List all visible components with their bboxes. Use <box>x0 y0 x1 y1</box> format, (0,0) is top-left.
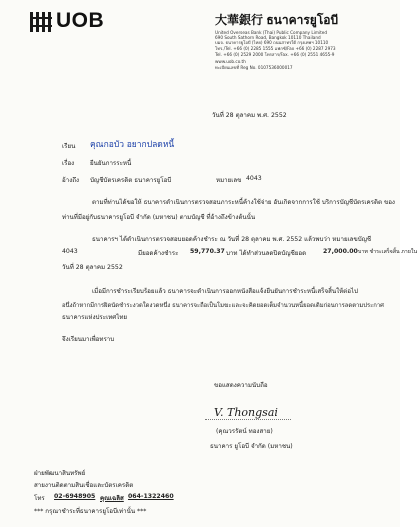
address-line: บมจ. ธนาคารยูโอบี (ไทย) 690 ถนนสาทรใต้ กรุงเทพฯ 10110 <box>215 40 329 45</box>
settlement-amount: 27,000.00 <box>323 248 358 255</box>
logo-text: UOB <box>56 9 105 32</box>
paragraph-3-line: อนึ่งถ้าหากมีการฝิดนัดชำระงวดใดงวดหนึ่ง ธนาคารจะถือเป็นโมฆะและจะคิดยอดเต็มจำนวนหนี้ยอดเดิมก่อนการลดตามประกาศ <box>62 303 384 309</box>
subject-label: เรื่อง <box>62 160 75 167</box>
address-line: www.uob.co.th <box>215 59 246 64</box>
address-line: ทะเบียนเลขที่ Reg No. 0107536000017 <box>215 65 293 70</box>
closing-notice: จึงเรียนมาเพื่อทราบ <box>62 336 115 343</box>
reference-label: อ้างถึง <box>62 177 79 184</box>
account-number: 4043 <box>62 248 78 255</box>
paragraph-2-line: วันที่ 28 ตุลาคม 2552 <box>62 264 123 271</box>
paragraph-2-line: ธนาคารฯ ได้ดำเนินการตรวจสอบยอดค้างชำระ ณ วันที่ 28 ตุลาคม พ.ศ. 2552 แล้วพบว่า หมายเลขบัญชี <box>92 236 372 243</box>
subject-value: ยืนยันการระหนี้ <box>90 160 132 167</box>
address-line: United Overseas Bank (Thai) Public Company Limited <box>215 30 327 35</box>
to-value: คุณกอบัว อยากปลดหนี้ <box>90 140 175 150</box>
signature-image <box>212 404 282 419</box>
amount-due: 59,770.37 <box>190 248 225 255</box>
signature-divider <box>205 419 291 420</box>
reference-number: 4043 <box>246 175 262 182</box>
footer-mobile: 064-1322460 <box>128 493 174 500</box>
signer-printed-name: (คุณวรรัตน์ ทองสาย) <box>216 428 273 435</box>
address-line: โทร./Tel. +66 (0) 2285 1555 แฟกซ์/Fax +66 (0) 2287 2973 <box>215 46 336 51</box>
signature-text: V. Thongsai <box>214 406 278 419</box>
address-line: 690 South Sathorn Road, Bangkok 10110 Thailand <box>215 35 321 40</box>
letter-date: วันที่ 28 ตุลาคม พ.ศ. 2552 <box>212 112 287 119</box>
paragraph-3-line: ธนาคารแห่งประเทศไทย <box>62 314 128 321</box>
paragraph-3-line: เมื่อมีการชำระเรียบร้อยแล้ว ธนาคารจะดำเนินการออกหนังสือแจ้งยืนยันการชำระหนี้เสร็จสิ้นให้ต่อไป <box>92 288 358 295</box>
footer-phone-label: โทร <box>34 495 45 502</box>
reference-value: บัญชีบัตรเครดิต ธนาคารยูโอบี <box>90 177 172 184</box>
to-label: เรียน <box>62 143 76 150</box>
settlement-label: บาท ได้ทำส่วนลดปิดบัญชียอด <box>226 250 307 257</box>
footer-mobile-label: คุณเฉลิส <box>100 495 124 502</box>
footer-note: *** กรุณาชำระที่ธนาคารยูโอบีเท่านั้น *** <box>34 508 147 515</box>
regards-text: ขอแสดงความนับถือ <box>214 382 268 389</box>
reference-number-label: หมายเลข <box>216 177 242 184</box>
paragraph-1-line: ตามที่ท่านได้ขอให้ ธนาคารดำเนินการตรวจสอบภาระหนี้ค้างใช้จ่าย อันเกิดจากการใช้ บริการบัญชีบัตรเครดิต ของ <box>92 199 395 206</box>
footer-phone: 02-6948905 <box>54 493 96 500</box>
footer-department: ฝ่ายพัฒนาสินทรัพย์ <box>34 470 86 477</box>
address-line: Tel. +66 (0) 2529 2000 โทรสาร/Fax. +66 (0) 2551 4655-9 <box>215 52 335 57</box>
paragraph-1-line: ท่านที่มีอยู่กับธนาคารยูโอบี จำกัด (มหาชน) ตามบัญชี ที่อ้างถึงข้างต้นนั้น <box>62 214 256 221</box>
amount-due-label: มียอดค้างชำระ <box>138 250 179 257</box>
signer-bank: ธนาคาร ยูโอบี จำกัด (มหาชน) <box>210 443 293 450</box>
uob-logo-icon <box>30 12 52 32</box>
settlement-suffix: บาท ชำระเสร็จสิ้น ภายใน <box>358 249 417 255</box>
bank-name: 大華銀行 ธนาคารยูโอบี <box>215 13 339 27</box>
footer-sub-department: สายงานติดตามสินเชื่อและบัตรเครดิต <box>34 482 134 489</box>
